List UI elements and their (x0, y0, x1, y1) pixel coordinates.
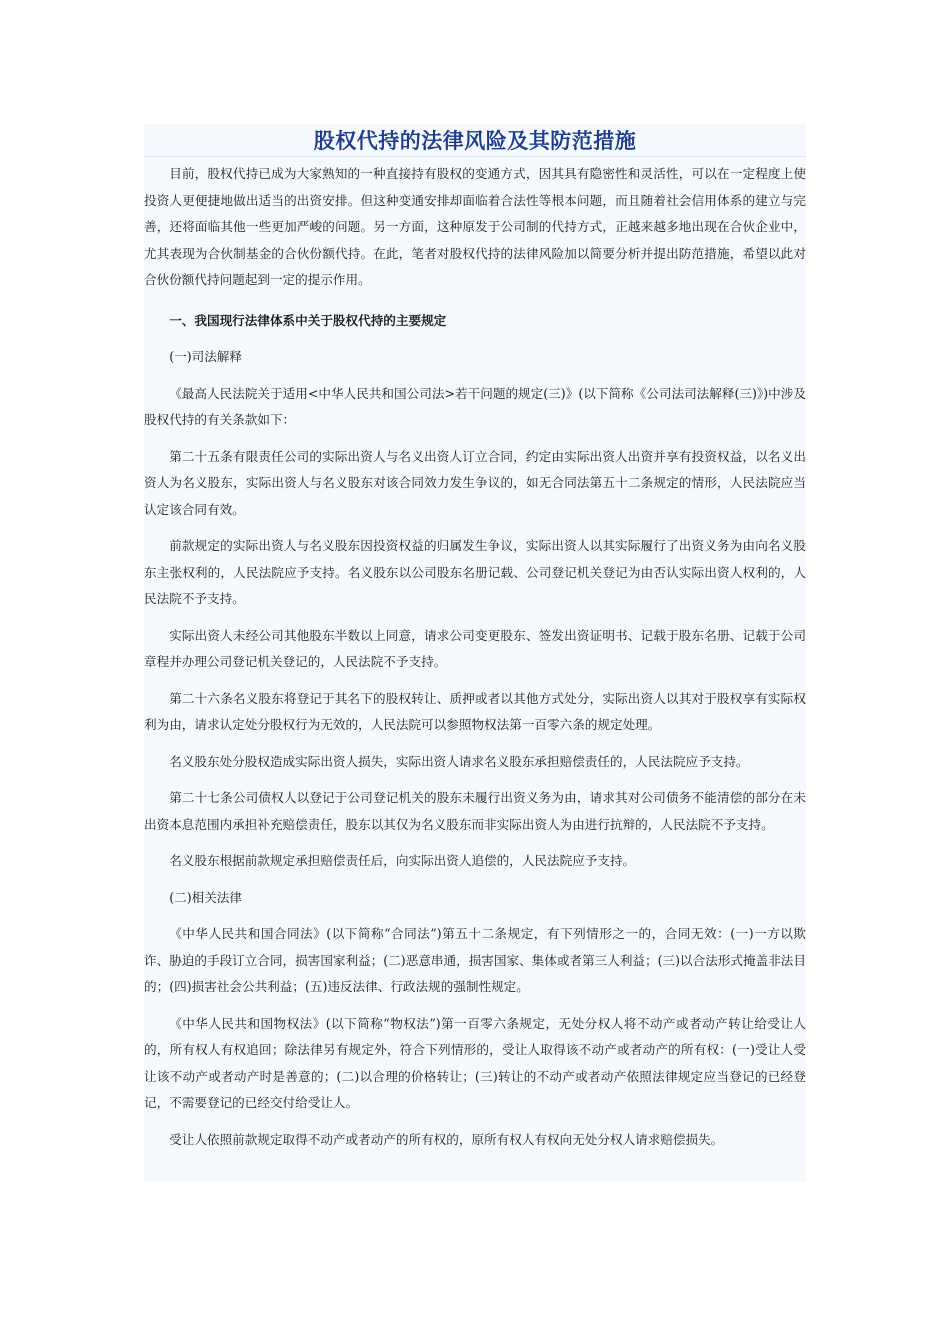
subsection-heading: (二)相关法律 (169, 889, 242, 905)
body-paragraph: 第二十五条有限责任公司的实际出资人与名义出资人订立合同，约定由实际出资人出资并享有投资权益，以名义出资人为名义股东，实际出资人与名义股东对该合同效力发生争议的，如无合同法第五十二条规定的情形，人民法院应当认定该合同有效。 (144, 448, 806, 517)
body-paragraph: 《中华人民共和国合同法》(以下简称“合同法”)第五十二条规定，有下列情形之一的，合同无效：(一)一方以欺诈、胁迫的手段订立合同，损害国家利益；(二)恶意串通，损害国家、集体或者第三人利益；(三)以合法形式掩盖非法目的；(四)损害社会公共利益；(五)违反法律、行政法规的强制性规定。 (144, 926, 806, 994)
body-paragraph: 名义股东根据前款规定承担赔偿责任后，向实际出资人追偿的，人民法院应予支持。 (169, 853, 636, 868)
intro-paragraph: 目前，股权代持已成为大家熟知的一种直接持有股权的变通方式，因其具有隐密性和灵活性，可以在一定程度上使投资人更便捷地做出适当的出资安排。但这种变通安排却面临着合法性等根本问题，而且随着社会信用体系的建立与完善，还将面临其他一些更加严峻的问题。另一方面，这种原发于公司制的代持方式，正越来越多地出现在合伙企业中，尤其表现为合伙制基金的合伙份额代持。在此，笔者对股权代持的法律风险加以简要分析并提出防范措施，希望以此对合伙份额代持问题起到一定的提示作用。 (144, 166, 806, 287)
body-paragraph: 实际出资人未经公司其他股东半数以上同意，请求公司变更股东、签发出资证明书、记载于股东名册、记载于公司章程并办理公司登记机关登记的，人民法院不予支持。 (144, 627, 806, 669)
body-paragraph: 名义股东处分股权造成实际出资人损失，实际出资人请求名义股东承担赔偿责任的，人民法院应予支持。 (169, 753, 749, 769)
body-paragraph: 前款规定的实际出资人与名义股东因投资权益的归属发生争议，实际出资人以其实际履行了出资义务为由向名义股东主张权利的，人民法院应予支持。名义股东以公司股东名册记载、公司登记机关登记为由否认实际出资人权利的，人民法院不予支持。 (144, 538, 806, 606)
document-body (144, 157, 806, 1153)
body-paragraph: 《最高人民法院关于适用<中华人民共和国公司法>若干问题的规定(三)》(以下简称《公司法司法解释(三)》)中涉及股权代持的有关条款如下： (144, 385, 806, 427)
page-title: 股权代持的法律风险及其防范措施 (313, 129, 637, 153)
section-heading: 一、我国现行法律体系中关于股权代持的主要规定 (169, 312, 447, 328)
body-paragraph: 第二十六条名义股东将登记于其名下的股权转让、质押或者以其他方式处分，实际出资人以其对于股权享有实际权利为由，请求认定处分股权行为无效的，人民法院可以参照物权法第一百零六条的规定处理。 (144, 690, 806, 732)
body-paragraph: 第二十七条公司债权人以登记于公司登记机关的股东未履行出资义务为由，请求其对公司债务不能清偿的部分在未出资本息范围内承担补充赔偿责任，股东以其仅为名义股东而非实际出资人为由进行抗辩的，人民法院不予支持。 (144, 790, 806, 832)
subsection-heading: (一)司法解释 (169, 349, 242, 364)
document-page (144, 124, 806, 1182)
title-bar (144, 124, 806, 157)
body-paragraph: 《中华人民共和国物权法》(以下简称“物权法”)第一百零六条规定，无处分权人将不动产或者动产转让给受让人的，所有权人有权追回；除法律另有规定外，符合下列情形的，受让人取得该不动产或者动产的所有权：(一)受让人受让该不动产或者动产时是善意的；(二)以合理的价格转让；(三)转让的不动产或者动产依照法律规定应当登记的已经登记，不需要登记的已经交付给受让人。 (144, 1015, 806, 1110)
body-paragraph: 受让人依照前款规定取得不动产或者动产的所有权的，原所有权人有权向无处分权人请求赔偿损失。 (169, 1131, 724, 1147)
